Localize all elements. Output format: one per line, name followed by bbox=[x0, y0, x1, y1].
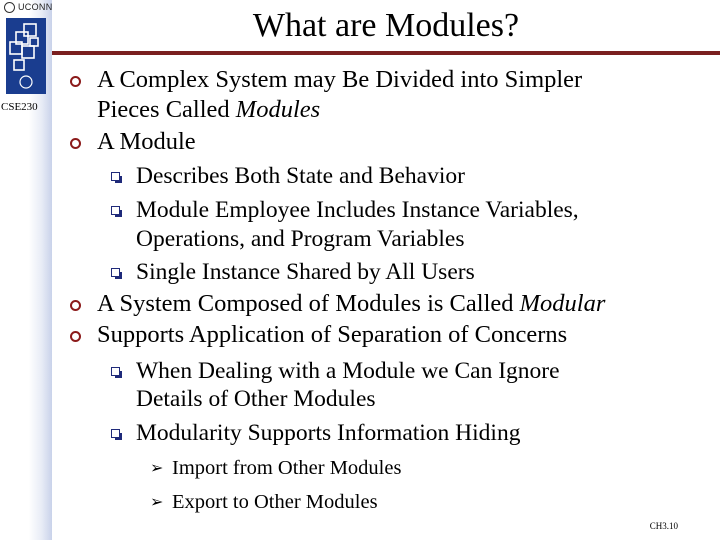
slide-title: What are Modules? bbox=[252, 7, 520, 44]
university-name: UCONN bbox=[18, 2, 53, 12]
bullet-text: Supports Application of Separation of Concerns bbox=[97, 321, 568, 348]
department-logo-icon bbox=[2, 16, 50, 96]
bullet-line bbox=[97, 289, 605, 319]
bullet-line bbox=[97, 95, 320, 125]
title-rule bbox=[52, 51, 720, 55]
bullet-text: Details of Other Modules bbox=[136, 386, 376, 412]
bullet-text: When Dealing with a Module we Can Ignore bbox=[136, 358, 560, 384]
bullet-emphasis: Modules bbox=[235, 96, 321, 123]
square-bullet-icon bbox=[111, 429, 120, 438]
bullet-line bbox=[136, 384, 376, 414]
bullet-line bbox=[97, 320, 567, 350]
bullet-text: Operations, and Program Variables bbox=[136, 226, 465, 252]
bullet-text: Pieces Called bbox=[97, 96, 236, 123]
bullet-text: A System Composed of Modules is Called bbox=[97, 290, 520, 317]
bullet-line bbox=[136, 257, 475, 287]
square-bullet-icon bbox=[111, 268, 120, 277]
bullet-line bbox=[136, 418, 520, 448]
circle-bullet-icon bbox=[70, 138, 81, 149]
circle-bullet-icon bbox=[70, 300, 81, 311]
bullet-text: Module Employee Includes Instance Variables, bbox=[136, 197, 579, 223]
bullet-line bbox=[136, 161, 465, 191]
arrow-bullet-icon: ➢ bbox=[150, 458, 164, 477]
course-code: CSE230 bbox=[1, 101, 38, 113]
bullet-text: A Module bbox=[97, 128, 196, 155]
bullet-line bbox=[97, 127, 196, 157]
bullet-text: Single Instance Shared by All Users bbox=[136, 259, 475, 285]
square-bullet-icon bbox=[111, 367, 120, 376]
bullet-line bbox=[172, 489, 378, 515]
bullet-line bbox=[97, 65, 582, 95]
bullet-text: Import from Other Modules bbox=[172, 457, 402, 479]
page-label: CH3.10 bbox=[649, 521, 678, 531]
bullet-text: Describes Both State and Behavior bbox=[136, 163, 465, 189]
bullet-text: Export to Other Modules bbox=[172, 491, 378, 513]
bullet-emphasis: Modular bbox=[519, 290, 606, 317]
bullet-line bbox=[172, 455, 401, 481]
bullet-text: Modularity Supports Information Hiding bbox=[136, 420, 521, 446]
arrow-bullet-icon: ➢ bbox=[150, 492, 164, 511]
bullet-line bbox=[136, 195, 579, 225]
seal-icon bbox=[4, 2, 15, 13]
bullet-text: A Complex System may Be Divided into Simpler bbox=[97, 66, 583, 93]
university-mark bbox=[4, 0, 53, 14]
bullet-line bbox=[136, 356, 560, 386]
circle-bullet-icon bbox=[70, 331, 81, 342]
square-bullet-icon bbox=[111, 206, 120, 215]
square-bullet-icon bbox=[111, 172, 120, 181]
circle-bullet-icon bbox=[70, 76, 81, 87]
bullet-line bbox=[136, 224, 464, 254]
